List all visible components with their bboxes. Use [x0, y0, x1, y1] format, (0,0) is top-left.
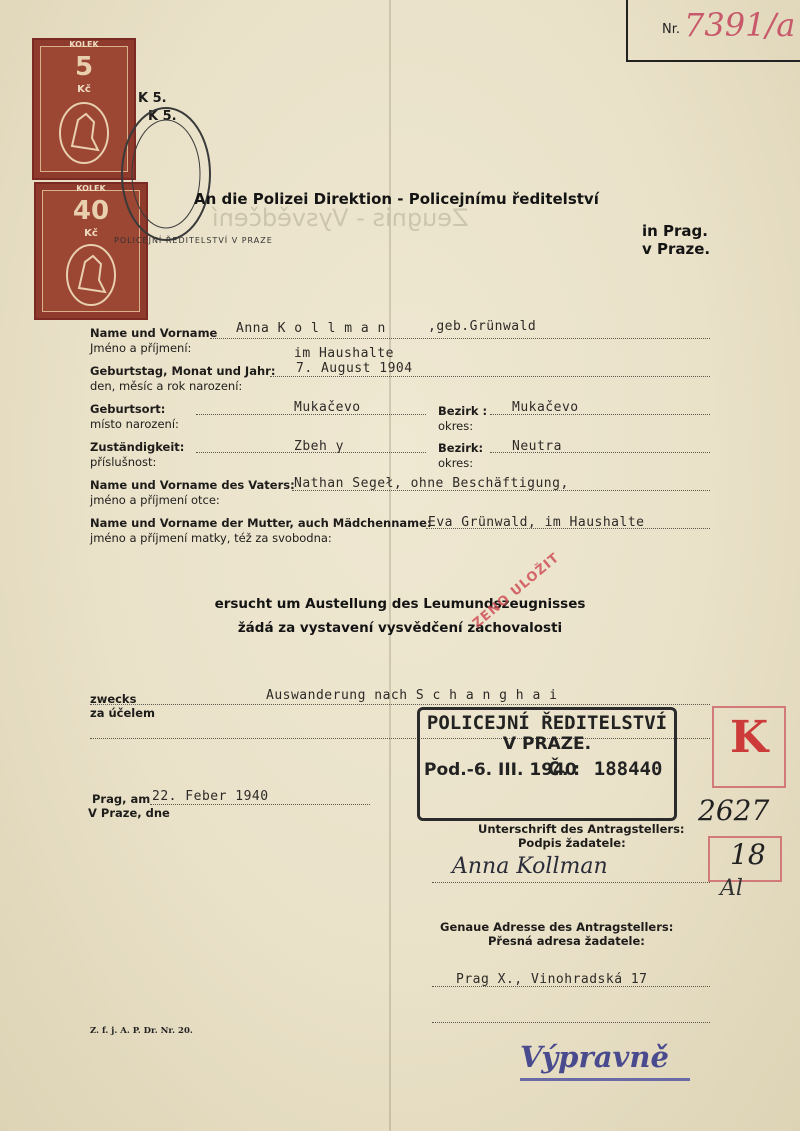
- address-value: Prag X., Vinohradská 17: [456, 972, 648, 987]
- district2-value: Neutra: [512, 439, 562, 454]
- name-geb-value: ,geb.Grünwald: [428, 319, 537, 334]
- stamp-label: KOLEK: [69, 40, 99, 49]
- name-value-2: im Haushalte: [294, 346, 394, 361]
- district2-label-de: Bezirk:: [438, 441, 484, 455]
- address-label-cz: Přesná adresa žadatele:: [488, 934, 645, 948]
- birthplace-value: Mukačevo: [294, 400, 361, 415]
- address-label-de: Genaue Adresse des Antragstellers:: [440, 920, 674, 934]
- city-cz: v Praze.: [642, 240, 711, 258]
- vypravne-stamp: Výpravně: [520, 1040, 669, 1074]
- stamp-currency-40: Kč: [84, 228, 98, 239]
- father-label-cz: jméno a příjmení otce:: [90, 493, 220, 507]
- addressee: An die Polizei Direktion - Policejnímu ředitelství: [194, 190, 599, 208]
- purpose-label-cz: za účelem: [90, 706, 155, 720]
- date-label-de: Prag, am: [92, 792, 151, 806]
- stamp-value-5: 5: [74, 52, 94, 82]
- mother-value: Eva Grünwald, im Haushalte: [428, 515, 645, 530]
- police-stamp-line2: V PRAZE.: [502, 734, 592, 754]
- signature-value: Anna Kollman: [452, 854, 608, 879]
- domicile-label-cz: příslušnost:: [90, 455, 157, 469]
- name-value: Anna K o l l m a n: [236, 321, 386, 336]
- name-label-de: Name und Vorname: [90, 326, 218, 340]
- stamp-value-40: 40: [72, 196, 110, 226]
- lion-emblem-icon: [56, 100, 112, 166]
- police-stamp-number: Č.: 188440: [548, 758, 663, 780]
- nr-value: 7391/a: [684, 6, 796, 44]
- date-label-cz: V Praze, dne: [88, 806, 170, 820]
- stamp-currency-5: Kč: [77, 84, 91, 95]
- mother-label-de: Name und Vorname der Mutter, auch Mädchenname:: [90, 516, 432, 530]
- printer-ref: Z. f. j. A. P. Dr. Nr. 20.: [90, 1026, 193, 1036]
- birth-label-cz: den, měsíc a rok narození:: [90, 379, 243, 393]
- father-value: Nathan Segeł, ohne Beschäftigung,: [294, 476, 569, 491]
- police-stamp-line1: POLICEJNÍ ŘEDITELSTVÍ: [426, 712, 668, 734]
- request-de: ersucht um Austellung des Leumundszeugnisses: [214, 596, 586, 612]
- district-value: Mukačevo: [512, 400, 579, 415]
- purpose-value: Auswanderung nach S c h a n g h a i: [266, 688, 558, 703]
- signature-label-cz: Podpis žadatele:: [518, 836, 626, 850]
- domicile-value: Zbeh y: [294, 439, 344, 454]
- police-stamp-date: Pod.-6. III. 1940: [424, 760, 577, 780]
- name-label-cz: Jméno a příjmení:: [90, 341, 192, 355]
- mark-num3: Al: [720, 876, 743, 901]
- domicile-label-de: Zuständigkeit:: [90, 440, 185, 454]
- mark-num2: 18: [730, 838, 766, 871]
- city-de: in Prag.: [642, 222, 708, 240]
- purpose-label-de: zwecks: [90, 692, 137, 706]
- birth-label-de: Geburtstag, Monat und Jahr:: [90, 364, 276, 378]
- stamp-label-2: KOLEK: [76, 184, 106, 193]
- birthplace-label-de: Geburtsort:: [90, 402, 166, 416]
- district-label-de: Bezirk :: [438, 404, 488, 418]
- district2-label-cz: okres:: [438, 456, 474, 470]
- round-stamp-text: POLICEJNÍ ŘEDITELSTVÍ V PRAZE: [114, 236, 273, 245]
- vypravne-underline: [520, 1078, 690, 1081]
- ghost-title: Zeugnis - Vysvědčení: [212, 204, 469, 232]
- nr-label: Nr.: [662, 22, 681, 37]
- district-label-cz: okres:: [438, 419, 474, 433]
- round-stamp-icon: [118, 102, 214, 246]
- red-overprint: ZENO ULOŽIT: [470, 550, 563, 632]
- birth-value: 7. August 1904: [296, 361, 413, 376]
- lion-emblem-icon-2: [63, 242, 119, 308]
- birthplace-label-cz: místo narození:: [90, 417, 179, 431]
- date-value: 22. Feber 1940: [152, 789, 269, 804]
- mark-num1: 2627: [698, 794, 770, 827]
- paper-fold: [389, 0, 391, 1131]
- stamp-partial-2: K 5.: [148, 109, 177, 124]
- stamp-partial-1: K 5.: [138, 91, 167, 106]
- father-label-de: Name und Vorname des Vaters:: [90, 478, 295, 492]
- k-letter: K: [730, 712, 769, 763]
- mother-label-cz: jméno a příjmení matky, též za svobodna:: [90, 531, 332, 545]
- signature-label-de: Unterschrift des Antragstellers:: [478, 822, 685, 836]
- request-cz: žádá za vystavení vysvědčení zachovalosti: [237, 620, 563, 636]
